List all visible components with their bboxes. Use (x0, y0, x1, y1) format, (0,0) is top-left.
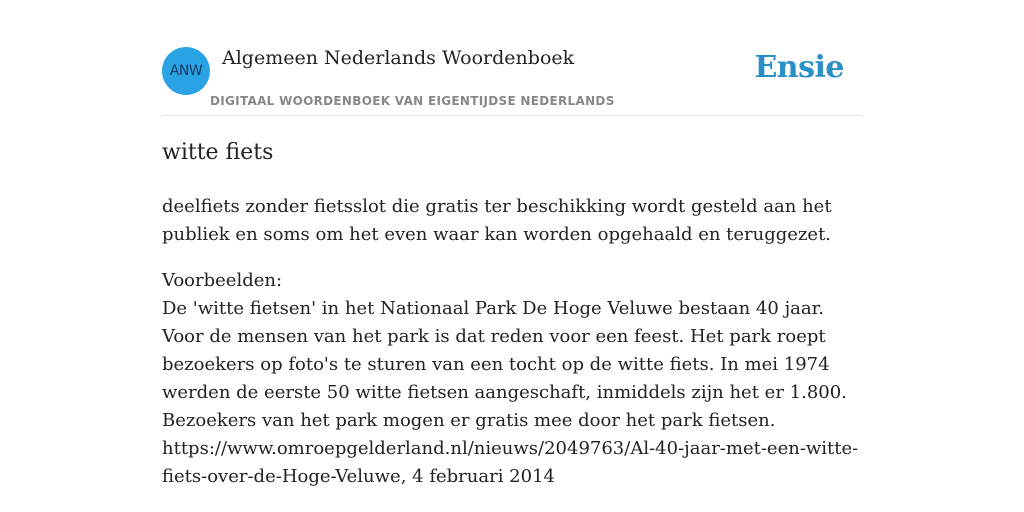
source-date: , 4 februari 2014 (400, 466, 555, 487)
dictionary-title[interactable]: Algemeen Nederlands Woordenboek (222, 47, 575, 69)
site-header (162, 44, 862, 116)
anw-logo[interactable]: ANW (162, 47, 210, 95)
definition: deelfiets zonder fietsslot die gratis ter beschikking wordt gesteld aan het publiek en soms om het even waar kan worden opgehaald en teruggezet. (162, 196, 832, 245)
example-text: De 'witte fietsen' in het Nationaal Park De Hoge Veluwe bestaan 40 jaar. Voor de mensen van het park is dat reden voor een feest. Het park roept bezoekers op foto's te sturen van een tocht op de witte fiets. In mei 1974 werden de eerste 50 witte fietsen aangeschaft, inmiddels zijn het er 1.800. Bezoekers van het park mogen er gratis mee door het park fietsen. (162, 298, 847, 431)
ensie-logo[interactable]: Ensie (754, 50, 844, 85)
headword: witte fiets (162, 140, 274, 165)
source-link[interactable]: https://www.omroepgelderland.nl/nieuws/2049763/Al-40-jaar-met-een-witte-fiets-over-de-Hoge-Veluwe (162, 438, 859, 487)
examples-label: Voorbeelden: (162, 270, 283, 291)
dictionary-subtitle: DIGITAAL WOORDENBOEK VAN EIGENTIJDSE NEDERLANDS (210, 94, 615, 108)
examples-block (162, 267, 862, 491)
entry-content (162, 193, 862, 509)
